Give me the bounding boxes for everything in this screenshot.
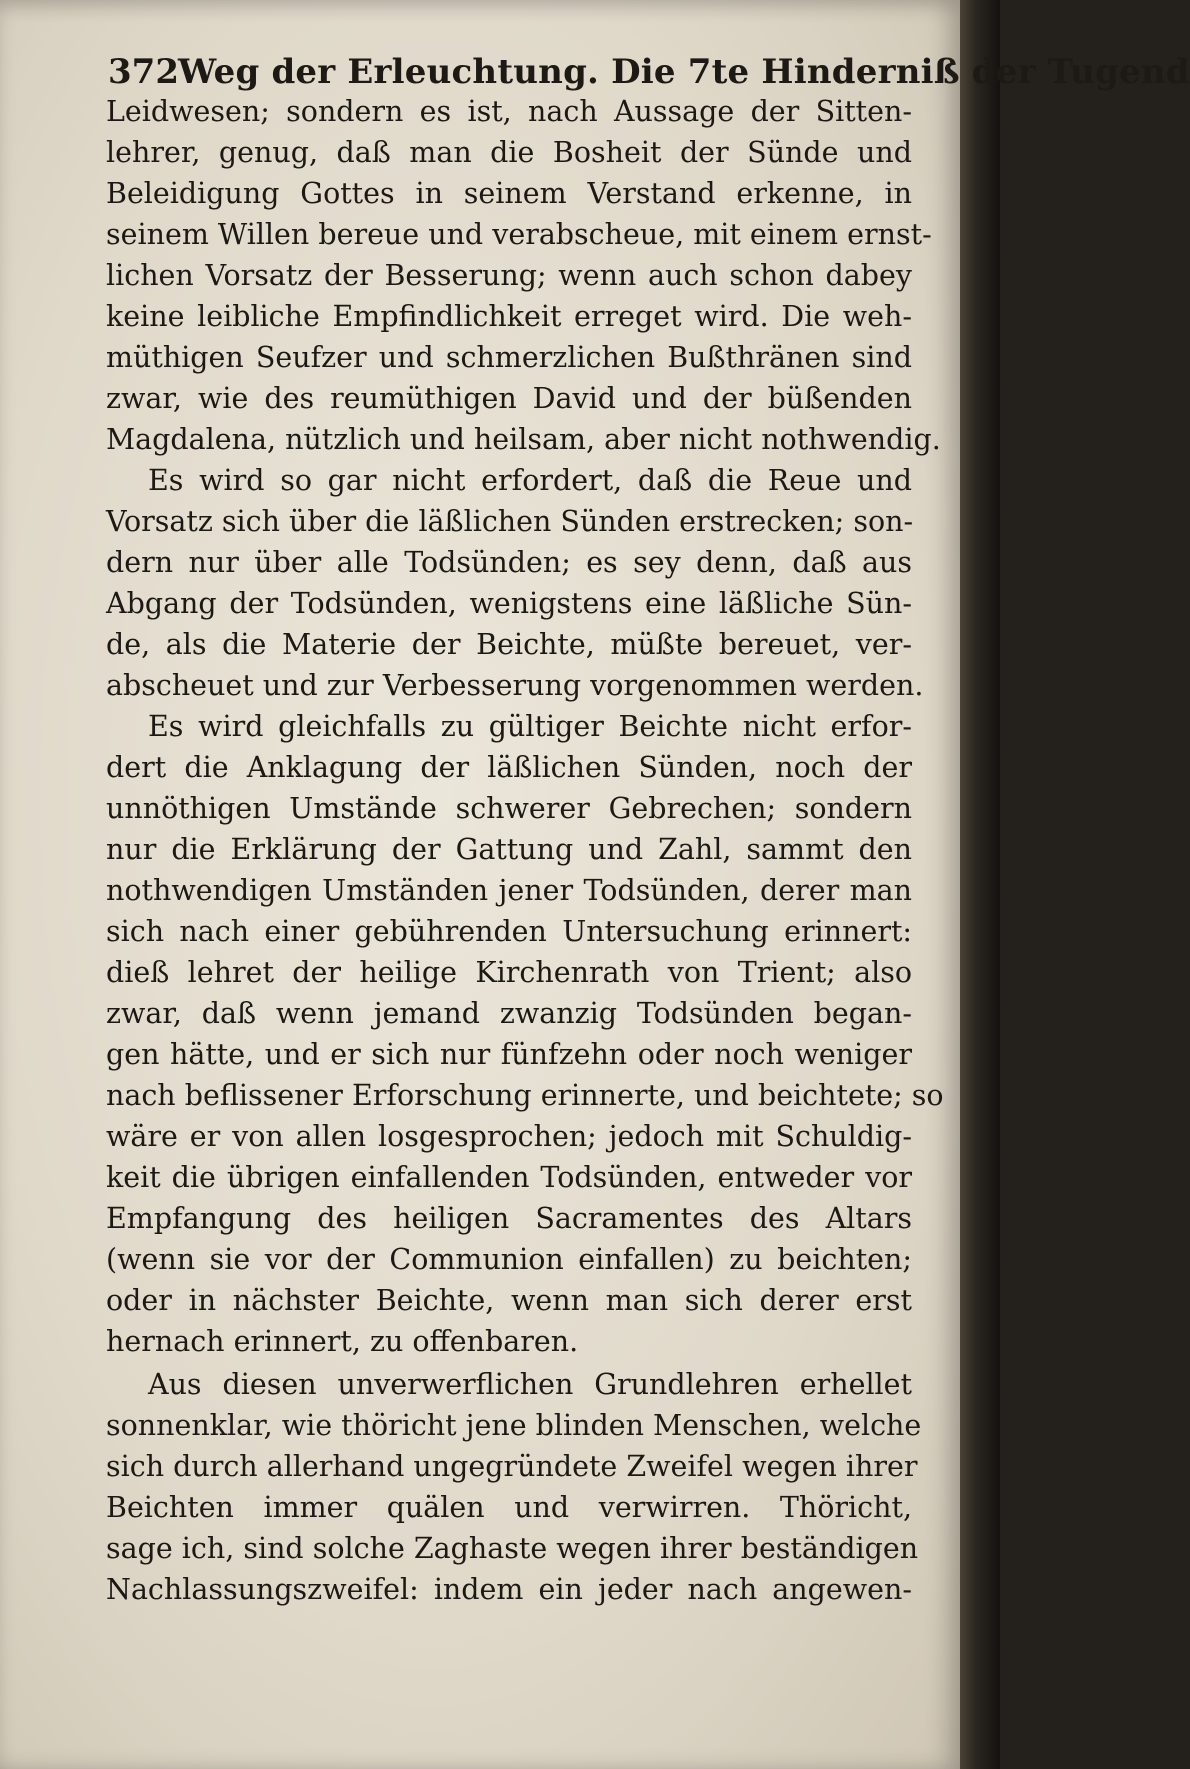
text-line: Magdalena, nützlich und heilsam, aber nicht nothwendig.: [106, 423, 941, 456]
running-title: Weg der Erleuchtung. Die 7te Hinderniß der Tugend: [178, 52, 1190, 92]
text-line: Abgang der Todsünden, wenigstens eine läßliche Sün-: [106, 587, 912, 620]
text-line: gen hätte, und er sich nur fünfzehn oder noch weniger: [106, 1038, 912, 1071]
text-line: keine leibliche Empfindlichkeit erreget wird. Die weh-: [106, 300, 912, 333]
text-line: dern nur über alle Todsünden; es sey denn, daß aus: [106, 546, 912, 579]
text-line: Beleidigung Gottes in seinem Verstand erkenne, in: [106, 177, 912, 210]
paragraph-start-line: Es wird gleichfalls zu gültiger Beichte nicht erfor-: [148, 710, 912, 743]
paragraph-start-line: Aus diesen unverwerflichen Grundlehren erhellet: [148, 1368, 912, 1401]
text-line: Beichten immer quälen und verwirren. Thöricht,: [106, 1491, 912, 1524]
text-line: müthigen Seufzer und schmerzlichen Bußthränen sind: [106, 341, 912, 374]
text-line: abscheuet und zur Verbesserung vorgenommen werden.: [106, 669, 924, 702]
page-edge: [960, 0, 1000, 1769]
text-line: keit die übrigen einfallenden Todsünden, entweder vor: [106, 1161, 912, 1194]
text-line: sage ich, sind solche Zaghaste wegen ihrer beständigen: [106, 1532, 919, 1565]
text-line: de, als die Materie der Beichte, müßte bereuet, ver-: [106, 628, 912, 661]
text-line: zwar, wie des reumüthigen David und der büßenden: [106, 382, 912, 415]
text-line: Empfangung des heiligen Sacramentes des Altars: [106, 1202, 912, 1235]
text-line: unnöthigen Umstände schwerer Gebrechen; sondern: [106, 792, 912, 825]
text-line: lichen Vorsatz der Besserung; wenn auch schon dabey: [106, 259, 912, 292]
text-line: seinem Willen bereue und verabscheue, mit einem ernst-: [106, 218, 932, 251]
text-line: oder in nächster Beichte, wenn man sich derer erst: [106, 1284, 912, 1317]
paragraph-start-line: Es wird so gar nicht erfordert, daß die Reue und: [148, 464, 912, 497]
text-line: Leidwesen; sondern es ist, nach Aussage der Sitten-: [106, 95, 912, 128]
text-line: dieß lehret der heilige Kirchenrath von Trient; also: [106, 956, 912, 989]
text-line: Vorsatz sich über die läßlichen Sünden erstrecken; son-: [106, 505, 914, 538]
text-line: Nachlassungszweifel: indem ein jeder nach angewen-: [106, 1573, 912, 1606]
text-line: sich nach einer gebührenden Untersuchung erinnert:: [106, 915, 912, 948]
text-line: nach beflissener Erforschung erinnerte, und beichtete; so: [106, 1079, 944, 1112]
page-number: 372: [108, 52, 179, 92]
text-line: zwar, daß wenn jemand zwanzig Todsünden began-: [106, 997, 912, 1030]
text-line: nothwendigen Umständen jener Todsünden, derer man: [106, 874, 912, 907]
text-line: (wenn sie vor der Communion einfallen) zu beichten;: [106, 1243, 912, 1276]
text-line: sonnenklar, wie thöricht jene blinden Menschen, welche: [106, 1409, 922, 1442]
paragraph-end-line: hernach erinnert, zu offenbaren.: [106, 1325, 579, 1358]
text-line: dert die Anklagung der läßlichen Sünden, noch der: [106, 751, 912, 784]
text-line: nur die Erklärung der Gattung und Zahl, sammt den: [106, 833, 912, 866]
text-line: wäre er von allen losgesprochen; jedoch mit Schuldig-: [106, 1120, 912, 1153]
text-line: lehrer, genug, daß man die Bosheit der Sünde und: [106, 136, 912, 169]
text-line: sich durch allerhand ungegründete Zweifel wegen ihrer: [106, 1450, 918, 1483]
